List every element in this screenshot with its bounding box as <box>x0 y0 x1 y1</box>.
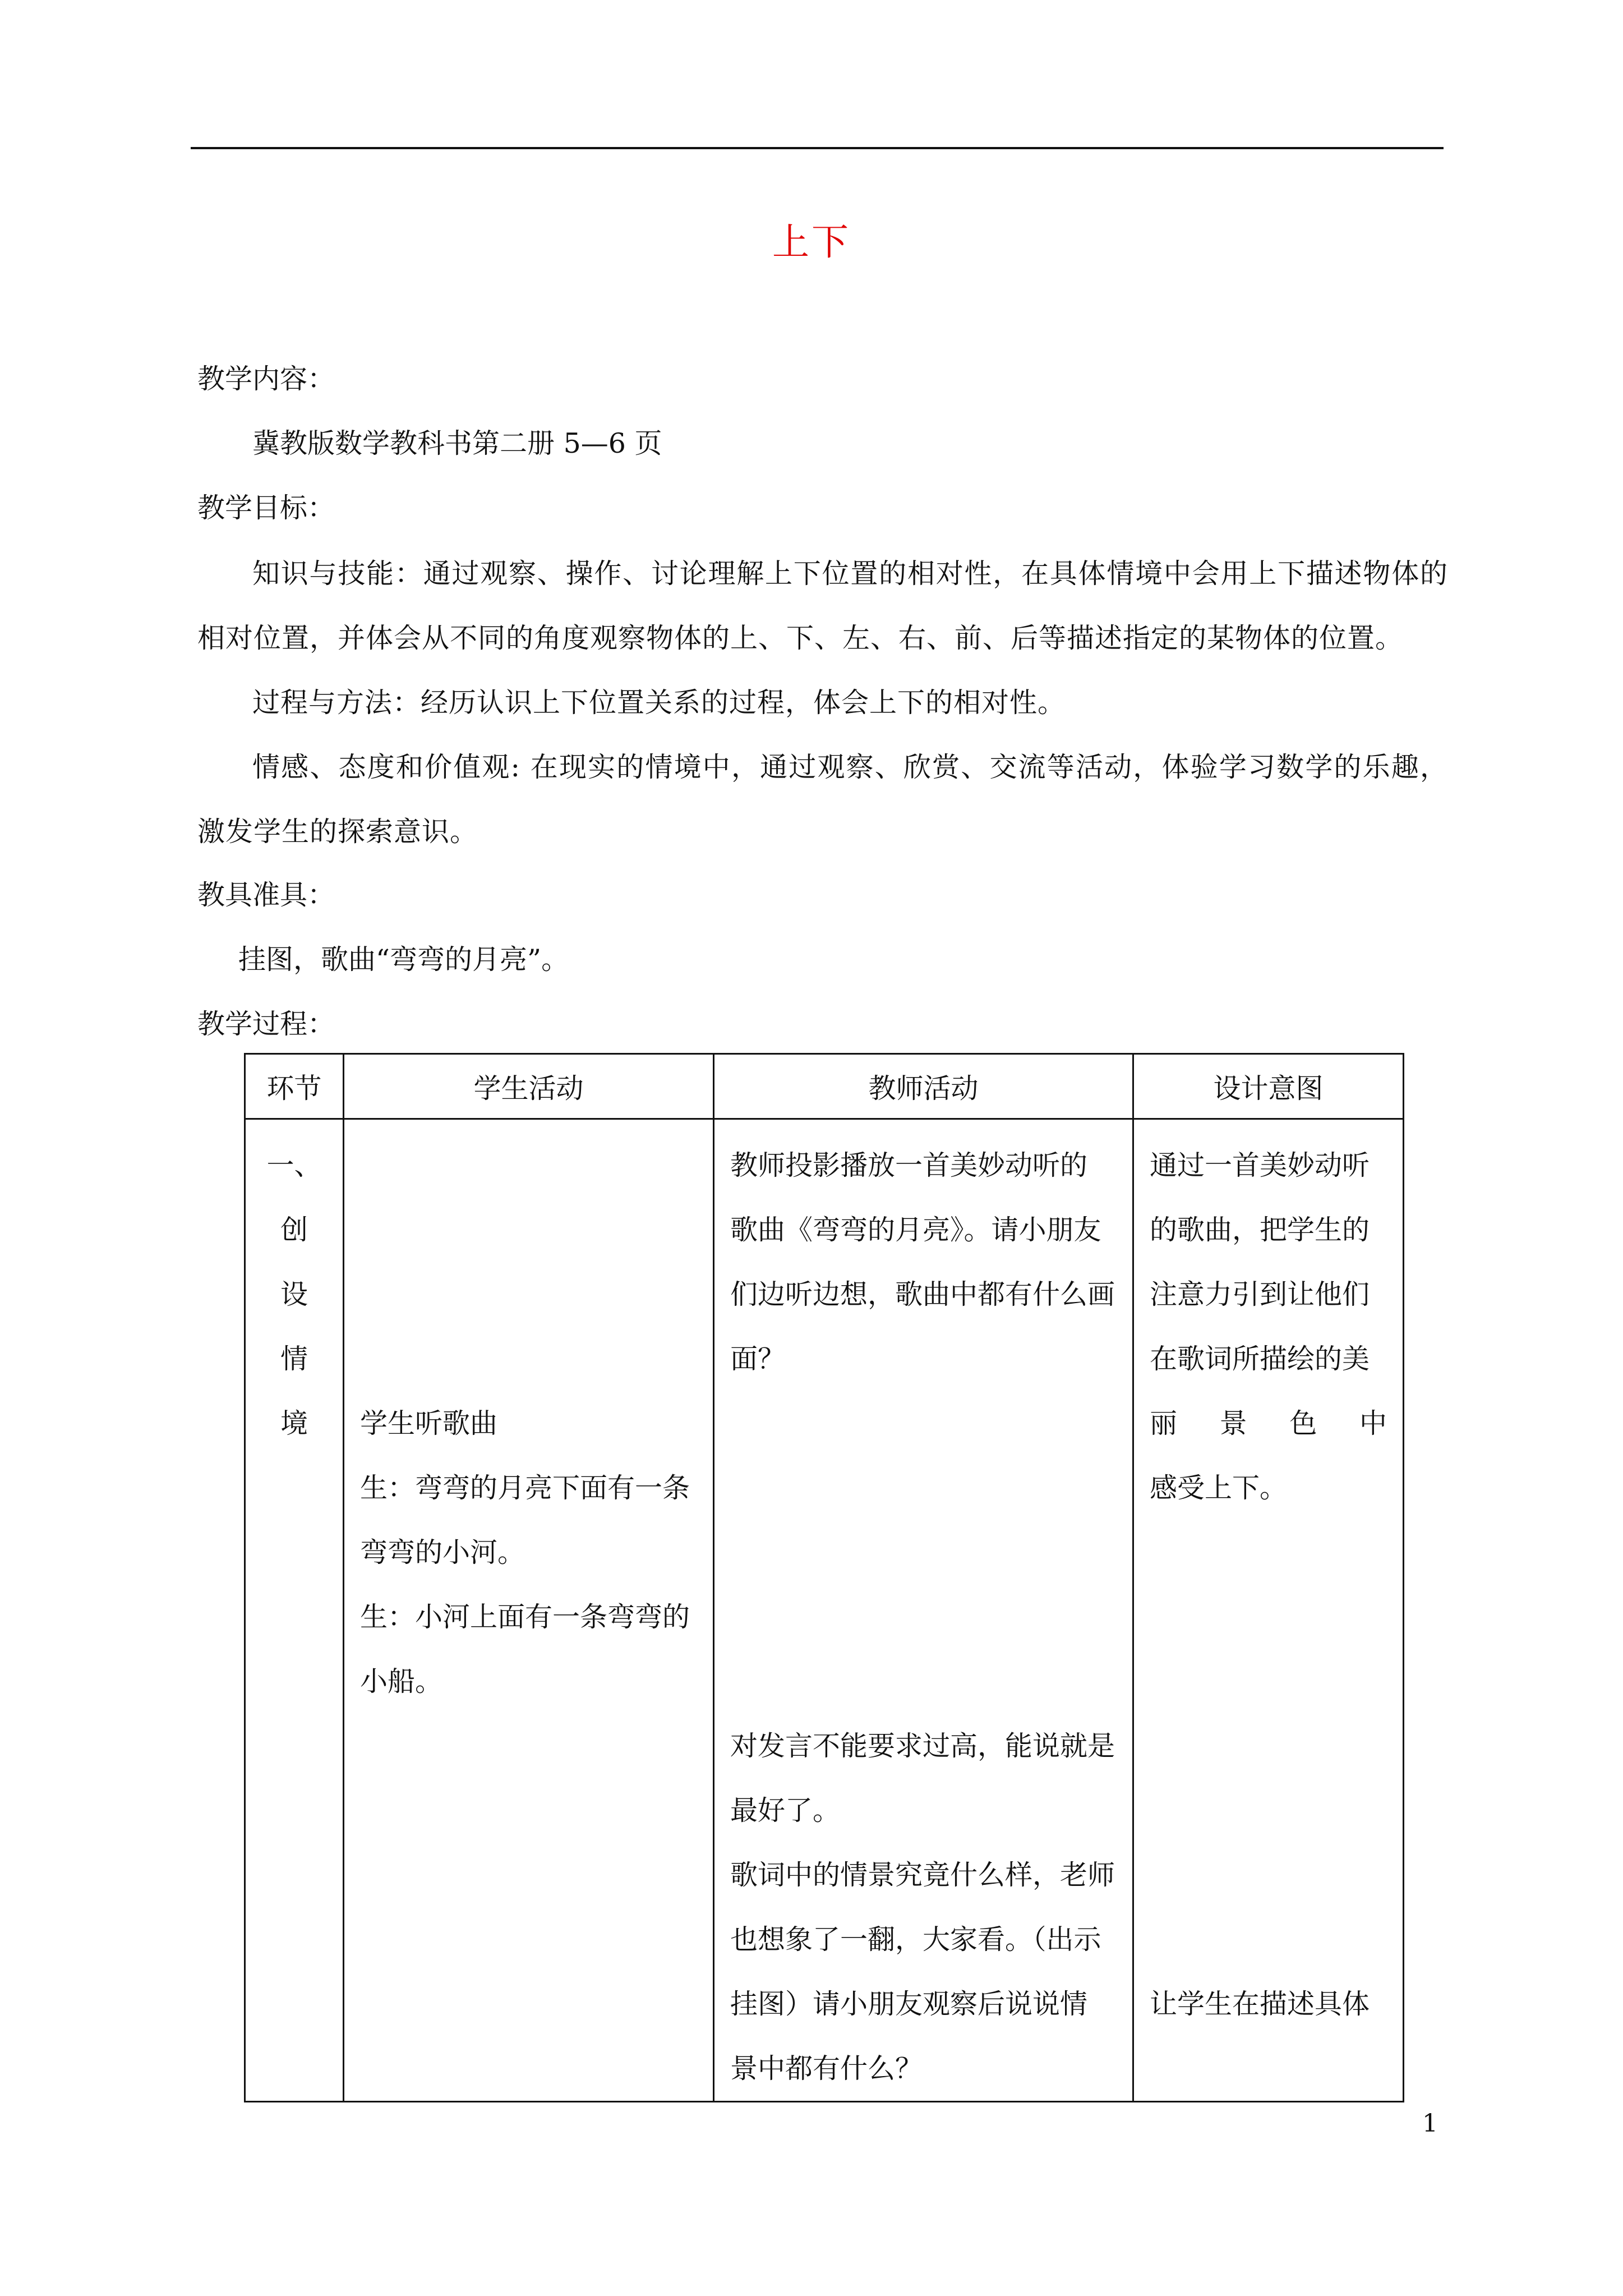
header-student-activity: 学生活动 <box>344 1054 714 1119</box>
intent-line: 通过一首美妙动听 <box>1150 1149 1370 1181</box>
teacher-line: 对发言不能要求过高，能说就是 <box>730 1730 1115 1762</box>
stage-char: 情 <box>280 1343 308 1375</box>
tools-text: 挂图，歌曲“弯弯的月亮”。 <box>238 944 569 976</box>
teacher-line: 歌词中的情景究竟什么样，老师 <box>730 1859 1115 1891</box>
header-stage: 环节 <box>245 1054 344 1119</box>
process-heading: 教学过程： <box>197 1008 335 1040</box>
tools-heading: 教具准具： <box>197 879 335 911</box>
teacher-line: 也想象了一翻，大家看。（出示 <box>730 1924 1101 1955</box>
intent-line: 感受上下。 <box>1150 1472 1288 1504</box>
content-text: 冀教版数学教科书第二册 5—6 页 <box>252 427 662 459</box>
process-table <box>244 1053 1404 2102</box>
teacher-line: 教师投影播放一首美妙动听的 <box>730 1149 1088 1181</box>
student-line: 弯弯的小河。 <box>360 1536 525 1568</box>
teacher-line: 最好了。 <box>730 1795 841 1826</box>
header-rule <box>191 147 1444 149</box>
student-line: 学生听歌曲 <box>360 1407 498 1439</box>
intent-line: 在歌词所描绘的美 <box>1150 1343 1370 1375</box>
teacher-line: 们边听边想，歌曲中都有什么画 <box>730 1278 1115 1310</box>
intent-line: 注意力引到让他们 <box>1150 1278 1370 1310</box>
header-teacher-activity: 教师活动 <box>714 1054 1133 1119</box>
stage-cell <box>245 1119 344 2102</box>
page-number: 1 <box>1422 2109 1438 2138</box>
goals-heading: 教学目标： <box>197 492 335 524</box>
intent-line: 让学生在描述具体 <box>1150 1988 1370 2020</box>
stage-char: 境 <box>280 1407 308 1439</box>
teacher-line: 面？ <box>730 1343 786 1375</box>
student-activity-cell <box>344 1119 714 2102</box>
student-line: 小船。 <box>360 1665 443 1697</box>
table-header-row <box>245 1054 1404 1119</box>
content-heading: 教学内容： <box>197 363 335 395</box>
table-row <box>245 1119 1404 2102</box>
goal-knowledge: 知识与技能：通过观察、操作、讨论理解上下位置的相对性，在具体情境中会用上下描述物体的相对位置，并体会从不同的角度观察物体的上、下、左、右、前、后等描述指定的某物体的位置。 <box>197 558 1448 654</box>
goal-process: 过程与方法：经历认识上下位置关系的过程，体会上下的相对性。 <box>252 687 1066 719</box>
stage-char: 设 <box>280 1278 308 1310</box>
teacher-line: 景中都有什么？ <box>730 2053 923 2085</box>
teacher-line: 挂图）请小朋友观察后说说情 <box>730 1988 1088 2020</box>
document-title: 上下 <box>772 220 851 264</box>
design-intent-cell <box>1133 1119 1404 2102</box>
student-line: 生：弯弯的月亮下面有一条 <box>360 1472 690 1504</box>
header-design-intent: 设计意图 <box>1133 1054 1404 1119</box>
teacher-line: 歌曲《弯弯的月亮》。请小朋友 <box>730 1214 1101 1246</box>
student-line: 生：小河上面有一条弯弯的 <box>360 1601 690 1633</box>
intent-line: 丽景色中 <box>1150 1407 1387 1439</box>
intent-line: 的歌曲，把学生的 <box>1150 1214 1370 1246</box>
stage-char: 创 <box>280 1214 308 1246</box>
teacher-activity-cell <box>714 1119 1133 2102</box>
stage-char: 一、 <box>266 1149 322 1181</box>
goal-emotion: 情感、态度和价值观: 在现实的情境中，通过观察、欣赏、交流等活动，体验学习数学的乐趣，激发学生的探索意识。 <box>197 751 1448 848</box>
